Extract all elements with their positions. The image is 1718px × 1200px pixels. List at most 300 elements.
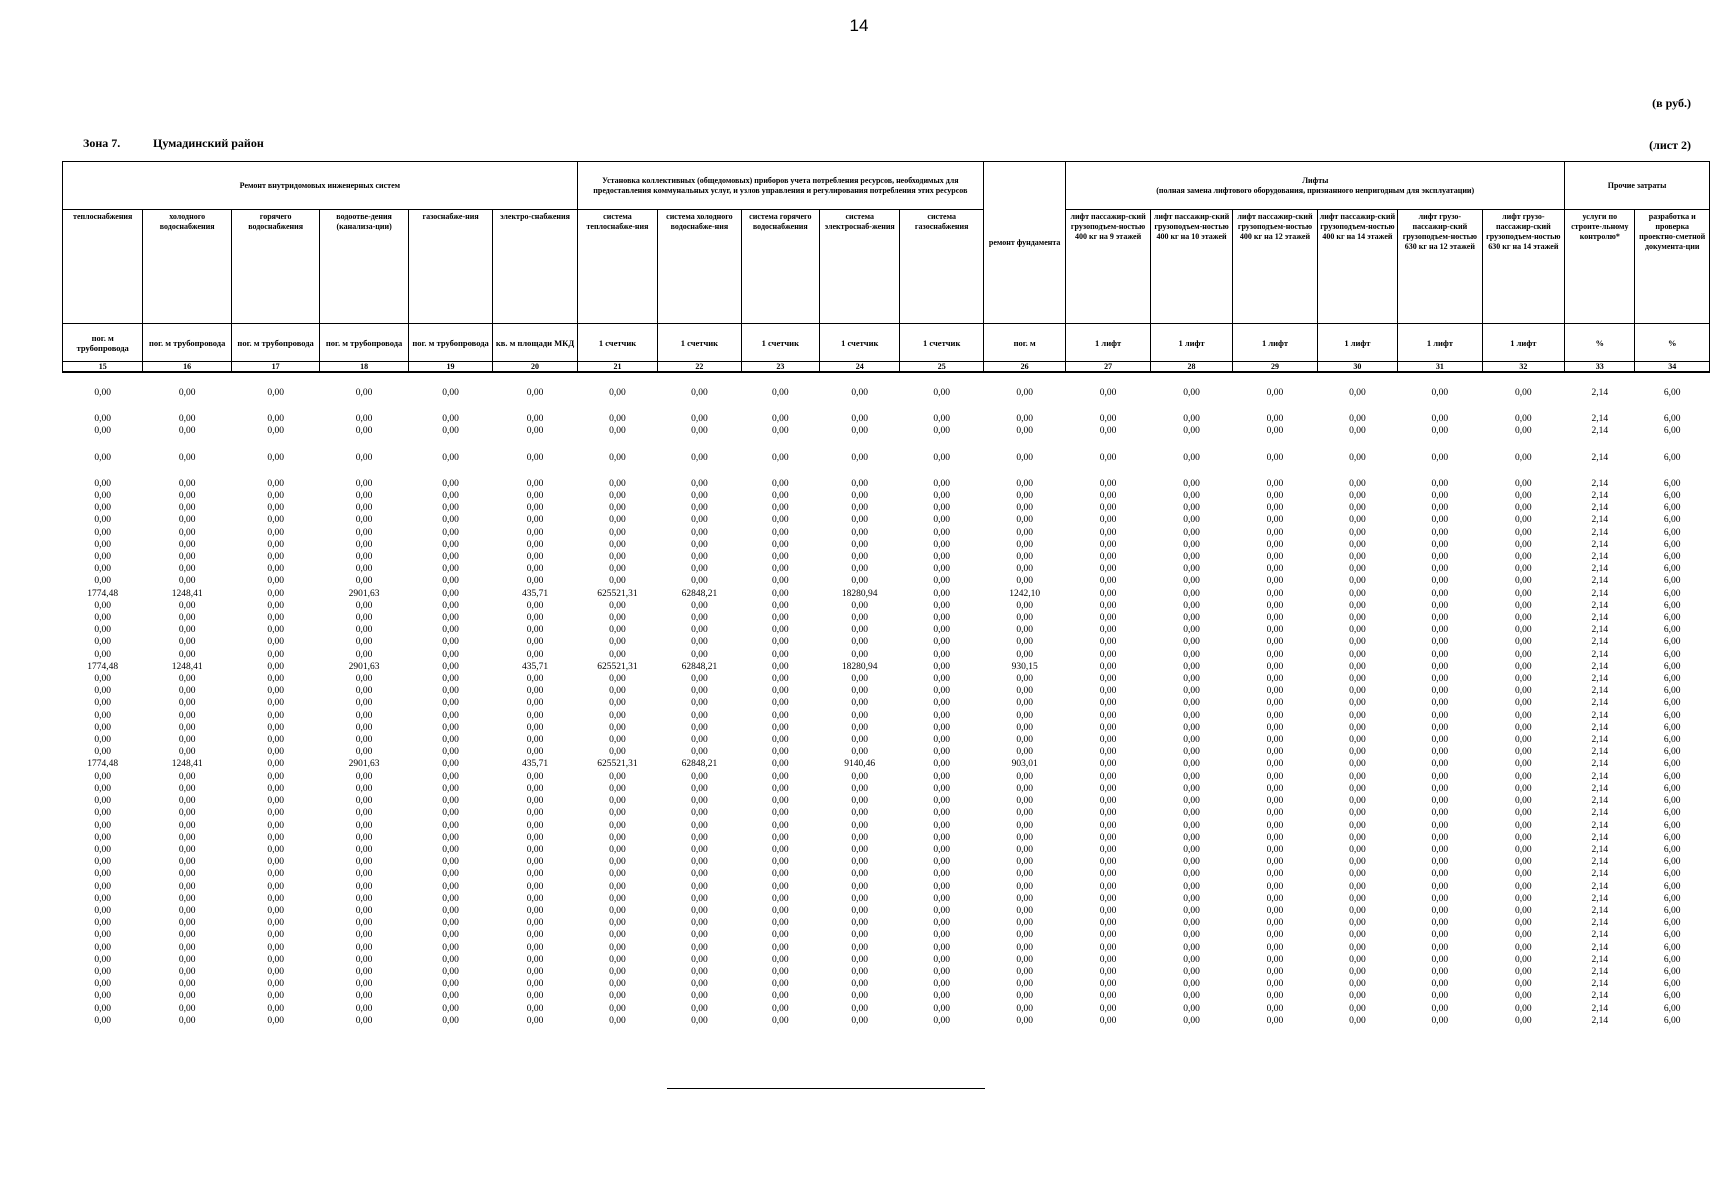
table-cell: 0,00 [1431,576,1449,587]
table-cell: 0,00 [1431,820,1449,831]
table-cell: 0,00 [1266,388,1284,398]
table-cell: 930,15 [1011,661,1038,672]
table-cell: 0,00 [1183,771,1200,782]
table-cell: 0,00 [1515,1003,1532,1014]
unit-cell: пог. м трубопровода [231,324,319,362]
table-cell: 0,00 [1266,722,1284,733]
table-cell: 0,00 [851,869,869,880]
table-cell: 0,00 [267,832,284,843]
table-cell: 0,00 [355,722,373,733]
table-cell: 0,00 [933,576,950,587]
table-cell: 0,00 [933,613,950,624]
table-cell: 0,00 [691,539,708,550]
table-cell: 0,00 [1099,710,1117,721]
table-cell: 2,14 [1591,503,1609,514]
table-cell: 0,00 [772,414,789,425]
table-cell: 0,00 [851,613,869,624]
table-cell: 6,00 [1663,637,1681,648]
table-cell: 0,00 [1266,991,1284,1002]
table-cell: 0,00 [178,966,196,977]
table-cell: 0,00 [1515,869,1532,880]
table-row [63,399,1710,425]
table-cell: 0,00 [267,844,284,855]
table-cell: 0,00 [1266,747,1284,758]
table-cell: 0,00 [851,881,869,892]
table-cell: 0,00 [772,905,789,916]
table-cell: 0,00 [609,686,626,697]
table-cell: 0,00 [609,783,626,794]
lifts-subtitle: (полная замена лифтового оборудования, признанного непригодным для эксплуатации) [1156,185,1475,195]
table-cell: 0,00 [772,478,789,489]
table-cell: 0,00 [933,832,950,843]
table-cell: 0,00 [691,954,708,965]
table-cell: 2,14 [1591,552,1609,563]
table-cell: 0,00 [772,796,789,807]
table-cell: 0,00 [1099,426,1117,437]
unit-cell: 1 счетчик [820,324,900,362]
table-cell: 0,00 [526,414,544,425]
column-number: 15 [63,362,143,373]
table-cell: 0,00 [1016,625,1033,636]
table-cell: 0,00 [1016,771,1033,782]
table-cell: 0,00 [1515,414,1532,425]
table-cell: 0,00 [267,426,284,437]
table-cell: 0,00 [94,893,112,904]
table-cell: 0,00 [1183,515,1200,526]
table-cell: 0,00 [267,808,284,819]
table-cell: 0,00 [267,966,284,977]
table-cell: 0,00 [1099,1015,1117,1026]
table-cell: 0,00 [772,613,789,624]
table-cell: 0,00 [1515,918,1532,929]
table-cell: 0,00 [691,832,708,843]
table-cell: 0,00 [178,710,196,721]
table-cell: 0,00 [609,552,626,563]
table-cell: 6,00 [1663,759,1681,770]
unit-cell: % [1635,324,1710,362]
table-cell: 0,00 [94,710,112,721]
table-cell: 0,00 [355,771,373,782]
table-cell: 0,00 [1099,478,1117,489]
table-cell: 0,00 [933,893,950,904]
table-cell: 0,00 [1349,979,1366,990]
table-cell: 0,00 [267,491,284,502]
table-cell: 0,00 [267,881,284,892]
table-cell: 0,00 [94,625,112,636]
table-cell: 0,00 [1099,905,1117,916]
table-cell: 0,00 [1349,893,1366,904]
table-cell: 0,00 [609,808,626,819]
table-cell: 0,00 [1349,698,1366,709]
table-cell: 0,00 [772,820,789,831]
table-cell: 0,00 [355,1015,373,1026]
table-cell: 0,00 [851,426,869,437]
table-cell: 0,00 [178,503,196,514]
table-cell: 0,00 [1016,808,1033,819]
table-cell: 0,00 [178,979,196,990]
table-cell: 0,00 [1183,552,1200,563]
table-cell: 0,00 [933,515,950,526]
table-cell: 0,00 [933,735,950,746]
table-cell: 0,00 [1266,564,1284,575]
table-cell: 0,00 [851,783,869,794]
table-row [63,978,1710,990]
table-cell: 0,00 [609,491,626,502]
table-cell: 0,00 [1099,503,1117,514]
table-cell: 0,00 [94,426,112,437]
table-cell: 0,00 [1099,686,1117,697]
table-cell: 0,00 [1183,452,1200,463]
table-cell: 0,00 [933,808,950,819]
column-number: 23 [741,362,819,373]
table-cell: 0,00 [526,491,544,502]
table-cell: 0,00 [526,869,544,880]
table-cell: 0,00 [1349,844,1366,855]
unit-cell: пог. м трубопровода [143,324,231,362]
table-cell: 0,00 [1431,881,1449,892]
table-cell: 0,00 [442,686,459,697]
table-cell: 0,00 [1349,637,1366,648]
zone-label: Зона 7. [83,136,121,150]
table-cell: 0,00 [442,661,459,672]
table-cell: 0,00 [1266,588,1284,599]
table-cell: 0,00 [1515,564,1532,575]
table-cell: 0,00 [609,698,626,709]
table-cell: 0,00 [94,527,112,538]
table-cell: 2,14 [1591,452,1609,463]
table-cell: 0,00 [355,625,373,636]
table-cell: 0,00 [1266,942,1284,953]
table-cell: 0,00 [772,918,789,929]
table-cell: 0,00 [691,857,708,868]
table-cell: 0,00 [1266,1015,1284,1026]
table-cell: 0,00 [1183,661,1200,672]
table-cell: 0,00 [526,388,544,398]
table-cell: 0,00 [178,905,196,916]
table-cell: 2,14 [1591,527,1609,538]
table-cell: 0,00 [94,478,112,489]
table-cell: 0,00 [526,991,544,1002]
table-cell: 0,00 [851,966,869,977]
table-cell: 2,14 [1591,414,1609,425]
table-cell: 0,00 [1349,600,1366,611]
table-cell: 0,00 [178,649,196,660]
table-cell: 0,00 [1349,588,1366,599]
table-cell: 0,00 [442,905,459,916]
table-cell: 0,00 [851,991,869,1002]
table-cell: 0,00 [1183,966,1200,977]
table-cell: 0,00 [1266,979,1284,990]
table-row [63,771,1710,783]
table-cell: 0,00 [1183,759,1200,770]
table-cell: 2,14 [1591,771,1609,782]
table-cell: 0,00 [609,966,626,977]
table-cell: 0,00 [1515,735,1532,746]
table-cell: 0,00 [1431,564,1449,575]
table-cell: 0,00 [933,759,950,770]
table-cell: 0,00 [1431,527,1449,538]
table-body [63,372,1710,1027]
table-cell: 0,00 [94,796,112,807]
table-cell: 0,00 [442,857,459,868]
table-cell: 0,00 [1431,1003,1449,1014]
table-cell: 0,00 [526,515,544,526]
table-cell: 62848,21 [681,588,718,599]
table-cell: 0,00 [355,857,373,868]
table-cell: 0,00 [772,491,789,502]
table-cell: 0,00 [178,552,196,563]
table-cell: 0,00 [1099,735,1117,746]
table-cell: 0,00 [442,735,459,746]
table-cell: 6,00 [1663,966,1681,977]
table-cell: 2,14 [1591,649,1609,660]
table-cell: 6,00 [1663,527,1681,538]
table-cell: 6,00 [1663,1003,1681,1014]
table-cell: 0,00 [526,1015,544,1026]
table-cell: 0,00 [267,1003,284,1014]
table-cell: 0,00 [1099,820,1117,831]
table-cell: 0,00 [772,649,789,660]
table-cell: 0,00 [1266,686,1284,697]
table-cell: 0,00 [1099,808,1117,819]
table-cell: 0,00 [355,491,373,502]
table-cell: 0,00 [933,527,950,538]
table-cell: 0,00 [1515,539,1532,550]
table-cell: 0,00 [178,1003,196,1014]
column-header-18: водоотве-дения (канализа-ции) [320,210,408,324]
table-cell: 0,00 [851,710,869,721]
table-cell: 0,00 [442,869,459,880]
table-cell: 6,00 [1663,905,1681,916]
table-cell: 0,00 [933,857,950,868]
table-cell: 0,00 [772,527,789,538]
table-cell: 6,00 [1663,722,1681,733]
table-cell: 0,00 [1431,735,1449,746]
table-cell: 0,00 [355,515,373,526]
table-cell: 0,00 [1266,759,1284,770]
table-cell: 0,00 [1099,649,1117,660]
table-cell: 0,00 [178,686,196,697]
table-cell: 0,00 [691,426,708,437]
table-cell: 0,00 [1266,832,1284,843]
table-cell: 0,00 [1183,869,1200,880]
table-cell: 0,00 [772,747,789,758]
table-cell: 0,00 [267,661,284,672]
table-cell: 6,00 [1663,426,1681,437]
table-cell: 2,14 [1591,905,1609,916]
table-cell: 0,00 [691,637,708,648]
table-cell: 0,00 [178,478,196,489]
table-cell: 0,00 [1349,942,1366,953]
table-cell: 0,00 [1431,388,1449,398]
table-cell: 0,00 [772,625,789,636]
table-cell: 0,00 [772,564,789,575]
table-cell: 0,00 [267,942,284,953]
table-cell: 0,00 [442,1015,459,1026]
table-row [63,502,1710,514]
table-cell: 2,14 [1591,844,1609,855]
table-cell: 2,14 [1591,388,1609,398]
table-cell: 0,00 [355,1003,373,1014]
table-cell: 0,00 [1431,918,1449,929]
table-cell: 0,00 [442,564,459,575]
table-cell: 0,00 [178,637,196,648]
table-row [63,905,1710,917]
table-cell: 0,00 [691,452,708,463]
table-cell: 0,00 [1183,881,1200,892]
table-cell: 0,00 [1016,966,1033,977]
table-cell: 0,00 [933,783,950,794]
table-cell: 0,00 [1016,426,1033,437]
table-cell: 0,00 [933,722,950,733]
table-cell: 0,00 [178,808,196,819]
table-cell: 0,00 [1431,637,1449,648]
table-cell: 0,00 [267,478,284,489]
table-cell: 0,00 [94,722,112,733]
table-cell: 0,00 [772,979,789,990]
table-cell: 0,00 [609,832,626,843]
table-cell: 0,00 [526,527,544,538]
table-cell: 0,00 [1349,735,1366,746]
table-cell: 0,00 [691,820,708,831]
table-cell: 0,00 [1183,832,1200,843]
table-cell: 0,00 [178,820,196,831]
table-cell: 6,00 [1663,503,1681,514]
table-cell: 0,00 [933,930,950,941]
table-row [63,539,1710,551]
column-number: 34 [1635,362,1710,373]
table-cell: 0,00 [1016,576,1033,587]
table-cell: 0,00 [1183,930,1200,941]
table-cell: 0,00 [94,576,112,587]
table-cell: 0,00 [1515,661,1532,672]
table-cell: 0,00 [851,942,869,953]
table-cell: 0,00 [94,966,112,977]
table-cell: 0,00 [1515,426,1532,437]
table-row [63,917,1710,929]
table-cell: 0,00 [94,491,112,502]
table-cell: 2,14 [1591,832,1609,843]
table-cell: 0,00 [1349,503,1366,514]
table-cell: 0,00 [1349,426,1366,437]
table-cell: 0,00 [1349,857,1366,868]
column-header-15: теплоснабжения [63,210,143,324]
table-cell: 0,00 [442,844,459,855]
table-cell: 0,00 [772,893,789,904]
table-cell: 0,00 [1431,796,1449,807]
table-cell: 0,00 [1266,649,1284,660]
table-cell: 0,00 [526,698,544,709]
table-row [63,673,1710,685]
table-cell: 0,00 [1016,735,1033,746]
table-cell: 0,00 [1016,527,1033,538]
column-number: 29 [1233,362,1317,373]
table-cell: 0,00 [691,503,708,514]
table-cell: 0,00 [609,539,626,550]
table-cell: 0,00 [1183,857,1200,868]
unit-cell: пог. м трубопровода [408,324,492,362]
table-cell: 0,00 [1016,722,1033,733]
table-cell: 0,00 [933,905,950,916]
table-cell: 18280,94 [841,661,878,672]
table-cell: 6,00 [1663,552,1681,563]
table-cell: 6,00 [1663,710,1681,721]
column-header-32: лифт грузо-пассажир-ский грузоподъем-ностью 630 кг на 14 этажей [1482,210,1565,324]
table-cell: 2,14 [1591,783,1609,794]
table-cell: 0,00 [772,686,789,697]
unit-cell: % [1565,324,1635,362]
table-cell: 6,00 [1663,625,1681,636]
table-cell: 1774,48 [87,759,119,770]
table-cell: 0,00 [691,735,708,746]
table-cell: 0,00 [772,991,789,1002]
table-cell: 0,00 [178,600,196,611]
table-cell: 0,00 [94,844,112,855]
table-cell: 0,00 [355,930,373,941]
table-cell: 0,00 [94,905,112,916]
foundation-header: ремонт фундамента [983,162,1065,324]
table-cell: 2,14 [1591,735,1609,746]
table-cell: 0,00 [691,674,708,685]
table-row [63,942,1710,954]
table-cell: 0,00 [178,539,196,550]
table-cell: 2,14 [1591,722,1609,733]
table-cell: 6,00 [1663,820,1681,831]
table-cell: 0,00 [609,600,626,611]
table-cell: 0,00 [1515,893,1532,904]
table-cell: 0,00 [178,747,196,758]
table-cell: 0,00 [1431,722,1449,733]
table-cell: 0,00 [691,564,708,575]
table-cell: 0,00 [1183,1015,1200,1026]
table-cell: 1248,41 [171,759,203,770]
table-cell: 6,00 [1663,930,1681,941]
table-cell: 0,00 [526,881,544,892]
table-cell: 0,00 [933,966,950,977]
table-cell: 0,00 [851,771,869,782]
table-cell: 0,00 [267,452,284,463]
table-cell: 0,00 [178,930,196,941]
table-cell: 0,00 [1183,979,1200,990]
column-header-24: система электроснаб-жения [820,210,900,324]
column-header-17: горячего водоснабжения [231,210,319,324]
table-row [63,929,1710,941]
footer-divider [667,1088,985,1089]
table-cell: 0,00 [1099,942,1117,953]
table-cell: 0,00 [933,844,950,855]
table-cell: 0,00 [267,979,284,990]
table-cell: 0,00 [609,564,626,575]
table-cell: 0,00 [1266,600,1284,611]
table-cell: 0,00 [851,515,869,526]
table-cell: 0,00 [355,735,373,746]
table-cell: 0,00 [355,478,373,489]
table-cell: 0,00 [1515,698,1532,709]
table-cell: 0,00 [609,869,626,880]
table-cell: 0,00 [1266,783,1284,794]
table-cell: 0,00 [355,649,373,660]
table-cell: 0,00 [1515,881,1532,892]
table-cell: 0,00 [851,832,869,843]
table-cell: 0,00 [691,991,708,1002]
table-cell: 0,00 [178,452,196,463]
table-cell: 0,00 [526,783,544,794]
table-cell: 0,00 [355,918,373,929]
table-cell: 0,00 [609,905,626,916]
table-cell: 6,00 [1663,649,1681,660]
table-cell: 0,00 [1183,808,1200,819]
table-cell: 0,00 [772,503,789,514]
